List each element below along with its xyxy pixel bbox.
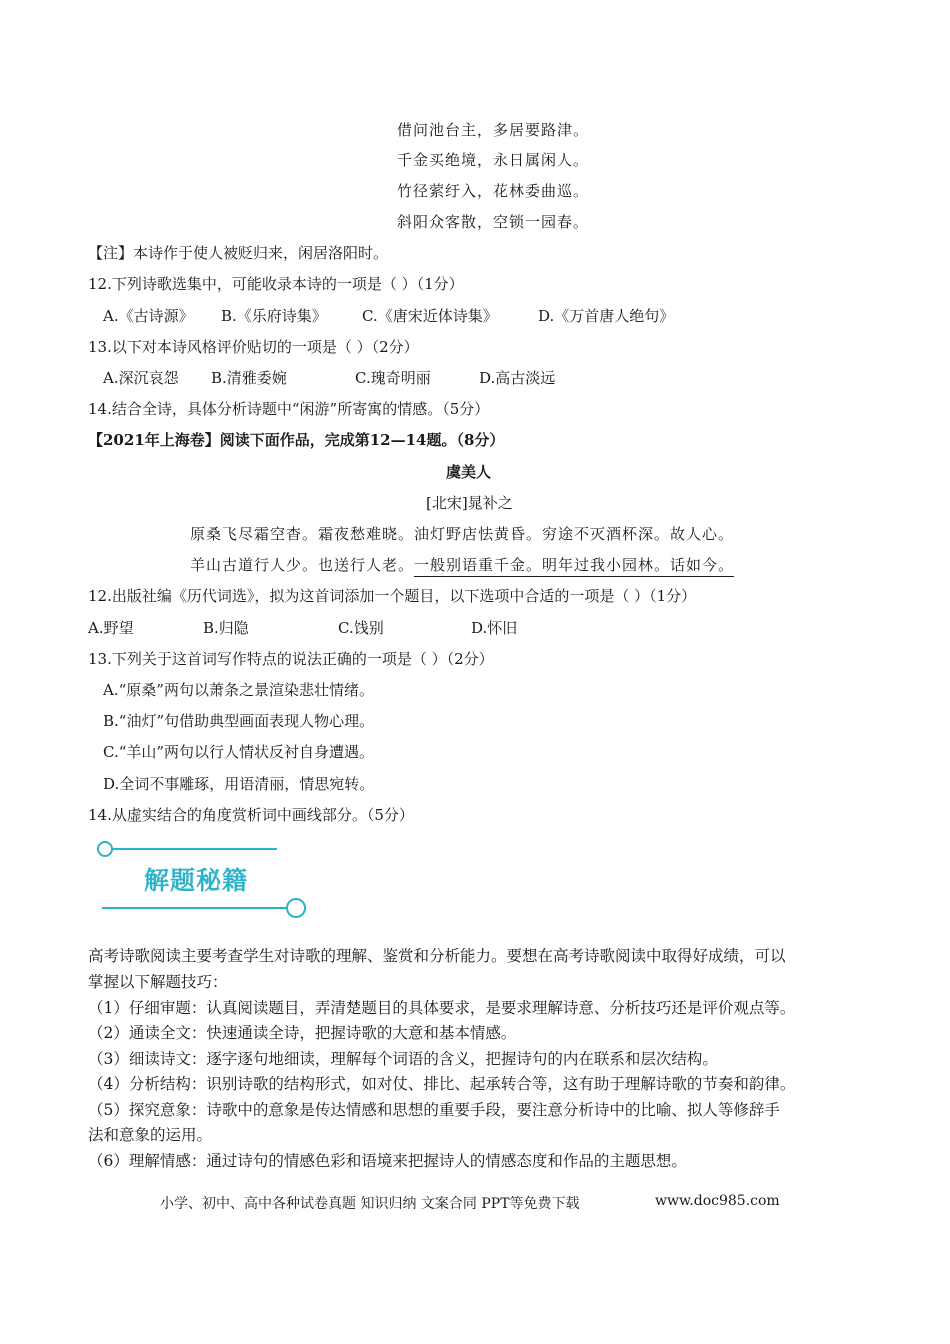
option-d: D.怀旧 [471, 619, 518, 637]
poem-line-plain: 羊山古道行人少。也送行人老。 [190, 556, 415, 574]
footer-url[interactable]: www.doc985.com [655, 1193, 780, 1209]
question-12: 12.出版社编《历代词选》，拟为这首词添加一个题目，以下选项中合适的一项是（ ）（1分） [88, 587, 697, 605]
question-13: 13.以下对本诗风格评价贴切的一项是（ ）（2分） [88, 338, 419, 356]
option-a: A.“原桑”两句以萧条之景渲染悲壮情绪。 [103, 681, 374, 699]
banner-title: 解题秘籍 [144, 866, 249, 895]
circle-icon [98, 842, 112, 856]
footer-text: 小学、初中、高中各种试卷真题 知识归纳 文案合同 PPT等免费下载 [160, 1196, 580, 1212]
poem-line [190, 554, 734, 575]
option-d: D.全词不事雕琢，用语清丽，情思宛转。 [103, 775, 375, 793]
tips-intro: 掌握以下解题技巧： [88, 973, 228, 991]
question-13: 13.下列关于这首词写作特点的说法正确的一项是（ ）（2分） [88, 650, 494, 668]
section-heading: 【2021年上海卷】阅读下面作品，完成第12—14题。（8分） [88, 431, 505, 449]
question-12: 12.下列诗歌选集中，可能收录本诗的一项是（ ）（1分） [88, 275, 464, 293]
question-14: 14.从虚实结合的角度赏析词中画线部分。（5分） [88, 806, 414, 824]
option-b: B.“油灯”句借助典型画面表现人物心理。 [103, 712, 375, 730]
poem-line: 千金买绝境，永日属闲人。 [397, 151, 590, 169]
tip-item: 法和意象的运用。 [88, 1126, 213, 1144]
option-d: D.《万首唐人绝句》 [538, 307, 675, 325]
tip-item: （1）仔细审题：认真阅读题目，弄清楚题目的具体要求，是要求理解诗意、分析技巧还是评价观点等。 [88, 999, 796, 1017]
poem-author: [北宋]晁补之 [426, 494, 513, 512]
option-c: C.“羊山”两句以行人情状反衬自身遭遇。 [103, 743, 375, 761]
option-a: A.深沉哀怨 [103, 369, 179, 387]
underlined-passage: 一般别语重千金。明年过我小园林。话如今。 [414, 556, 734, 577]
poem-line: 斜阳众客散，空锁一园春。 [397, 213, 590, 231]
question-14: 14.结合全诗，具体分析诗题中“闲游”所寄寓的情感。（5分） [88, 400, 490, 418]
option-c: C.饯别 [338, 619, 384, 637]
tip-item: （4）分析结构：识别诗歌的结构形式，如对仗、排比、起承转合等，这有助于理解诗歌的节奏和韵律。 [88, 1075, 796, 1093]
option-b: B.《乐府诗集》 [221, 307, 327, 325]
tip-item: （5）探究意象：诗歌中的意象是传达情感和思想的重要手段，要注意分析诗中的比喻、拟人等修辞手 [88, 1101, 780, 1119]
poem-line: 原桑飞尽霜空杳。霜夜愁难晓。油灯野店怯黄昏。穷途不灭酒杯深。故人心。 [190, 525, 735, 543]
option-d: D.高古淡远 [479, 369, 556, 387]
option-b: B.清雅委婉 [211, 369, 287, 387]
option-b: B.归隐 [203, 619, 249, 637]
tip-item: （6）理解情感：通过诗句的情感色彩和语境来把握诗人的情感态度和作品的主题思想。 [88, 1152, 687, 1170]
circle-icon [287, 899, 305, 917]
poem-note: 【注】本诗作于使人被贬归来，闲居洛阳时。 [88, 244, 389, 262]
tip-item: （2）通读全文：快速通读全诗，把握诗歌的大意和基本情感。 [88, 1024, 517, 1042]
poem-line: 借问池台主，多居要路津。 [397, 121, 590, 139]
tips-intro: 高考诗歌阅读主要考查学生对诗歌的理解、鉴赏和分析能力。要想在高考诗歌阅读中取得好成绩，可以 [88, 947, 786, 965]
poem-line: 竹径萦纡入，花林委曲巡。 [397, 182, 590, 200]
option-a: A.《古诗源》 [103, 307, 194, 325]
option-a: A.野望 [88, 619, 134, 637]
option-c: C.瑰奇明丽 [355, 369, 431, 387]
poem-title: 虞美人 [446, 463, 492, 481]
tip-item: （3）细读诗文：逐字逐句地细读，理解每个词语的含义，把握诗句的内在联系和层次结构。 [88, 1050, 718, 1068]
option-c: C.《唐宋近体诗集》 [362, 307, 498, 325]
